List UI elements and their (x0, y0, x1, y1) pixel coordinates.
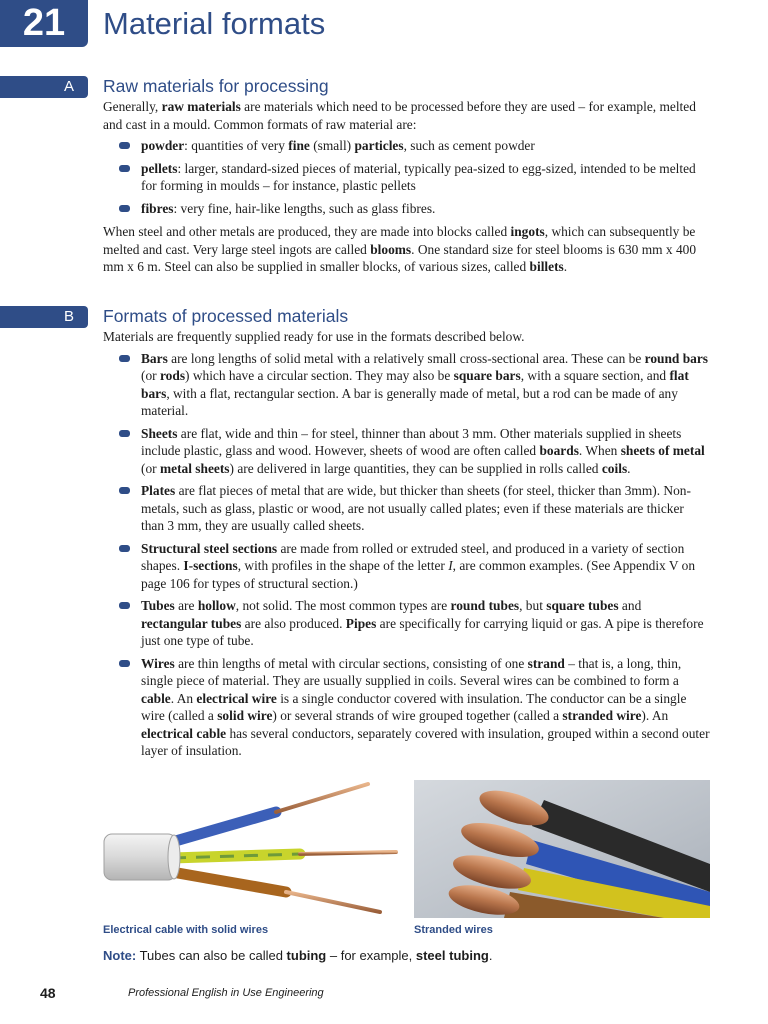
key-term: round bars (644, 350, 709, 366)
key-term: blooms (370, 241, 412, 257)
text-run: When steel and other metals are produced, they are made into blocks called (103, 224, 511, 239)
solid-wire-cable-illustration (100, 776, 400, 918)
text-run: , which can subsequently be melted and cast. Very large steel ingots are called (103, 224, 696, 257)
text-run: are flat pieces of metal that are wide, but thicker than sheets (for steel, thicker than 3mm). Non-metals, such as glass, plastic or wood, are not usually called plates; even if these materials are thicker than 3 mm, they are usually called sheets. (141, 483, 691, 533)
text-run: (or (141, 368, 160, 383)
bullet-item (103, 350, 710, 420)
text-run: (or (141, 460, 160, 476)
bullet-icon (119, 165, 130, 172)
text-run: , not solid. The most common types are (235, 598, 451, 613)
section-b-bullet-list (103, 350, 710, 760)
blue-wire-conductor (276, 784, 368, 812)
key-term: cable (141, 690, 171, 706)
text-run: , with a square section, and (520, 368, 670, 383)
text-run: is a single conductor covered with insulation. The conductor can be a single wire (called a (141, 690, 687, 723)
text-run: are specifically for carrying liquid or gas. A pipe is therefore just one type of tube. (141, 615, 704, 648)
text-run: Materials are frequently supplied ready for use in the formats described below. (103, 329, 525, 344)
solid-wire-cable-photo (100, 776, 400, 918)
text-run: , with profiles in the shape of the letter (237, 558, 449, 573)
text-run: , but (519, 598, 547, 613)
unit-number-badge: 21 (0, 0, 88, 47)
left-photo-caption: Electrical cable with solid wires (103, 924, 269, 936)
bullet-item (103, 137, 710, 155)
text-run: , such as cement powder (403, 138, 535, 153)
section-b-title: Formats of processed materials (103, 306, 349, 326)
section-a-badge: A (0, 76, 88, 98)
text-run: , with a flat, rectangular section. A bar is generally made of metal, but a rod can be made of any material. (141, 385, 678, 418)
key-term: Sheets (141, 425, 178, 441)
key-term: I-sections (183, 558, 238, 573)
right-photo-caption: Stranded wires (414, 924, 493, 936)
bullet-icon (119, 355, 130, 362)
key-term: electrical cable (141, 725, 227, 741)
stranded-wires-photo (414, 780, 710, 918)
text-run: . (563, 259, 568, 274)
text-run: are materials which need to be processed before they are used – for example, melted and cast in a mould. Common formats of raw material are: (103, 99, 696, 132)
text-run: ) are delivered in large quantities, they can be supplied in rolls called (229, 460, 602, 476)
section-a-title: Raw materials for processing (103, 76, 329, 96)
key-term: rods (159, 368, 186, 383)
brown-wire-conductor (286, 892, 380, 912)
text-run: I (448, 558, 453, 573)
stranded-wires-illustration (414, 780, 710, 918)
section-b-badge: B (0, 306, 88, 328)
book-title: Professional English in Use Engineering (128, 987, 324, 999)
key-term: billets (529, 259, 564, 274)
key-term: coils (601, 460, 628, 476)
key-term: pellets (141, 160, 178, 176)
key-term: strand (527, 655, 565, 671)
cable-sheath (104, 834, 176, 880)
section-a-bullet-list (103, 137, 710, 217)
bullet-icon (119, 660, 130, 667)
text-run: are also produced. (241, 615, 346, 631)
key-term: flat bars (141, 368, 689, 401)
key-term: particles (354, 138, 404, 153)
key-term: fibres (141, 200, 174, 216)
brown-wire-insulation (172, 872, 286, 892)
blue-wire-insulation (172, 812, 276, 842)
key-term: electrical wire (196, 690, 277, 706)
section-a-intro (103, 98, 710, 133)
key-term: Structural steel sections (141, 540, 278, 556)
bullet-item (103, 425, 710, 478)
key-term: square bars (453, 368, 521, 383)
key-term: Plates (141, 483, 176, 498)
bullet-item (103, 200, 710, 218)
page-number: 48 (40, 985, 56, 1001)
key-term: Pipes (345, 615, 377, 631)
bullet-item (103, 597, 710, 650)
bullet-item (103, 655, 710, 760)
text-run: . An (170, 690, 197, 706)
key-term: fine (288, 138, 310, 153)
text-run: ) or several strands of wire grouped together (called a (272, 708, 563, 723)
key-term: stranded wire (562, 708, 642, 723)
key-term: sheets of metal (620, 443, 705, 458)
section-b-intro (103, 328, 710, 346)
key-term: hollow (197, 598, 236, 613)
section-b-body (103, 328, 710, 766)
section-a-body (103, 98, 710, 276)
key-term: tubing (286, 948, 327, 963)
bullet-icon (119, 142, 130, 149)
text-run: : quantities of very (184, 138, 289, 153)
text-run: : very fine, hair-like lengths, such as glass fibres. (173, 200, 436, 216)
text-run: are (174, 598, 198, 613)
text-run: – for example, (326, 948, 416, 963)
key-term: rectangular tubes (141, 615, 242, 631)
text-run: has several conductors, separately covered with insulation, grouped within a second outer layer of insulation. (141, 725, 710, 758)
text-run: – that is, a long, thin, single piece of material. They are usually supplied in coils. Several wires can be combined to form a (141, 655, 682, 688)
unit-title: Material formats (103, 6, 326, 41)
text-run: . When (578, 443, 621, 458)
key-term: ingots (510, 224, 545, 239)
text-run: and (618, 598, 642, 613)
text-run: Generally, (103, 99, 162, 114)
sheath-end (168, 835, 180, 879)
key-term: powder (141, 138, 185, 153)
note (103, 948, 492, 963)
text-run: are made from rolled or extruded steel, and produced in a variety of section shapes. (141, 540, 685, 573)
bullet-icon (119, 430, 130, 437)
key-term: Wires (141, 655, 175, 671)
key-term: steel tubing (415, 948, 489, 963)
key-term: solid wire (217, 708, 273, 723)
bullet-icon (119, 602, 130, 609)
text-run: are flat, wide and thin – for steel, thinner than about 3 mm. Other materials supplied in sheets include plastic, glass and wood. However, sheets of wood are often called (141, 425, 682, 458)
bullet-icon (119, 205, 130, 212)
key-term: raw materials (161, 99, 241, 114)
text-run: Tubes can also be called (136, 948, 287, 963)
section-a-closing (103, 223, 710, 276)
text-run: . (627, 460, 631, 476)
bullet-item (103, 160, 710, 195)
bullet-icon (119, 545, 130, 552)
text-run: , are common examples. (See Appendix V on page 106 for types of structural section.) (141, 558, 696, 591)
text-run: . (488, 948, 493, 963)
text-run: . One standard size for steel blooms is 630 mm x 400 mm x 6 m. Steel can also be supplied in smaller blocks, of various sizes, called (103, 241, 697, 274)
text-run: ) which have a circular section. They may also be (185, 368, 454, 383)
bullet-icon (119, 487, 130, 494)
yellow-wire-conductor (300, 852, 396, 854)
key-term: square tubes (546, 598, 619, 613)
bullet-item (103, 482, 710, 535)
text-run: (small) (309, 138, 355, 153)
bullet-item (103, 540, 710, 593)
key-term: Tubes (141, 598, 175, 613)
text-run: : larger, standard-sized pieces of material, typically pea-sized to egg-sized, intended to be melted for forming in moulds – for instance, plastic pellets (141, 160, 696, 193)
note-label: Note: (103, 948, 137, 963)
key-term: round tubes (450, 598, 520, 613)
text-run: are thin lengths of metal with circular sections, consisting of one (174, 655, 528, 671)
key-term: boards (539, 443, 579, 458)
key-term: Bars (141, 350, 168, 366)
note-text (136, 948, 492, 963)
text-run: are long lengths of solid metal with a relatively small cross-sectional area. These can be (167, 350, 645, 366)
key-term: metal sheets (159, 460, 230, 476)
text-run: ). An (641, 708, 669, 723)
